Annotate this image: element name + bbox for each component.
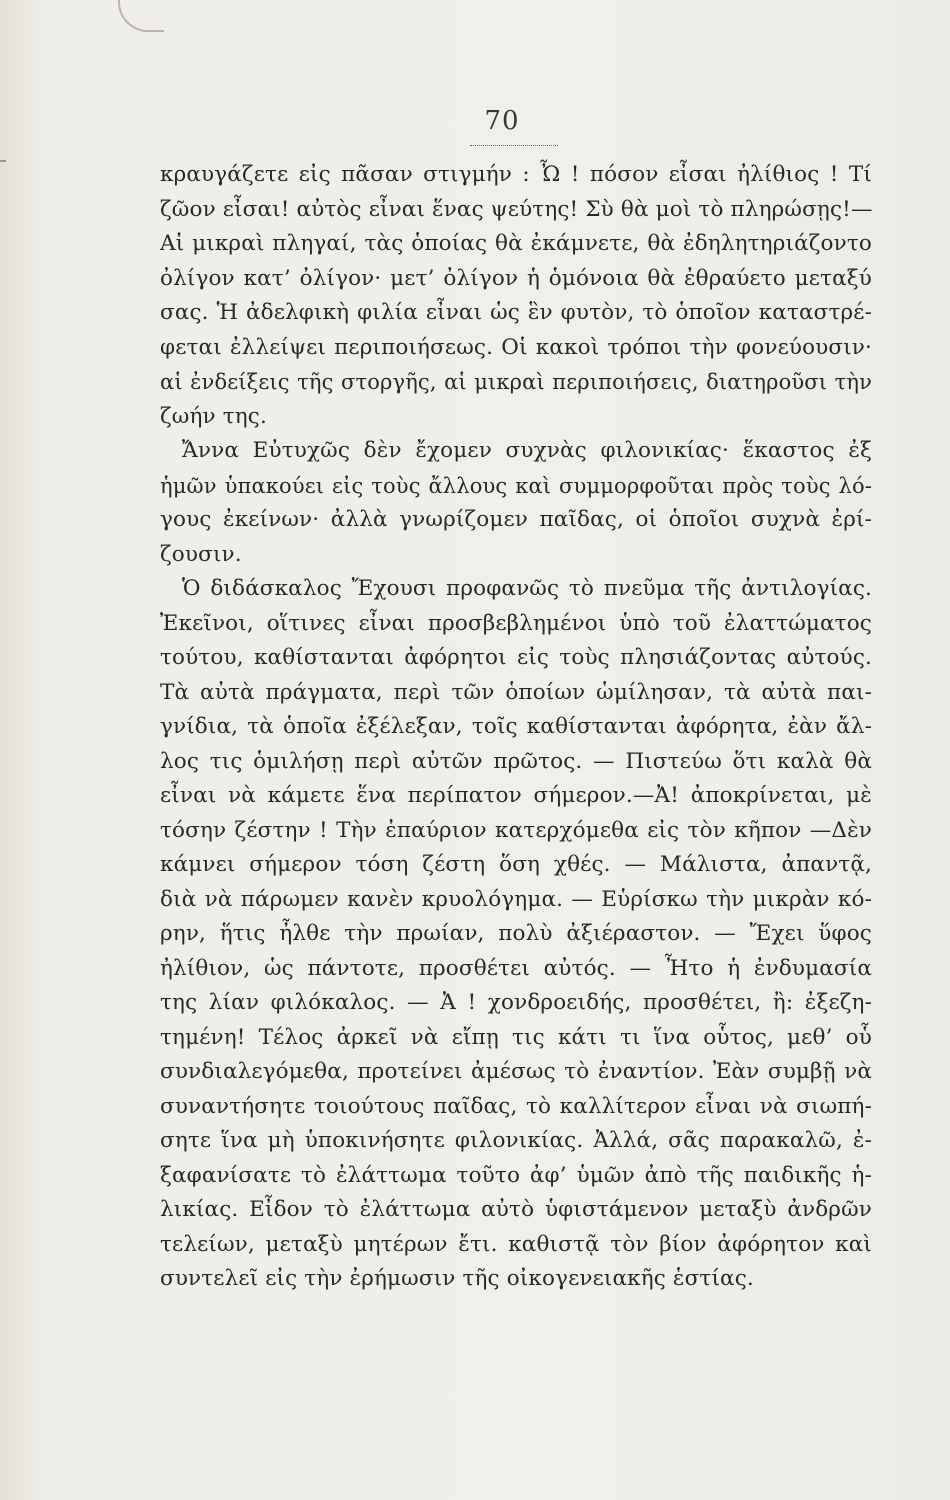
text-line: τημένη! Τέλος ἀρκεῖ νὰ εἴπῃ τις κάτι τι ἵνα οὗτος, μεθ’ οὗ bbox=[160, 1024, 872, 1050]
text-line: τελείων, μεταξὺ μητέρων ἔτι. καθιστᾷ τὸν βίον ἀφόρητον καὶ bbox=[160, 1231, 872, 1257]
text-line: λικίας. Εἶδον τὸ ἐλάττωμα αὐτὸ ὑφιστάμενον μεταξὺ ἀνδρῶν bbox=[160, 1197, 872, 1222]
text-line: Ἄννα Εὐτυχῶς δὲν ἔχομεν συχνὰς φιλονικίας· ἕκαστος ἐξ bbox=[182, 438, 872, 463]
text-line: γους ἐκείνων· ἀλλὰ γνωρίζομεν παῖδας, οἱ ὁποῖοι συχνὰ ἐρί- bbox=[160, 507, 872, 532]
text-line: αἱ ἐνδείξεις τῆς στοργῆς, αἱ μικραὶ περιποιήσεις, διατηροῦσι τὴν bbox=[160, 370, 872, 394]
page-number-rule bbox=[470, 145, 558, 146]
text-line: ζωήν της. bbox=[160, 403, 267, 429]
text-line: κραυγάζετε εἰς πᾶσαν στιγμήν : Ὦ ! πόσον εἶσαι ἠλίθιος ! Τί bbox=[160, 162, 872, 187]
text-line: Ἐκεῖνοι, οἵτινες εἶναι προσβεβλημένοι ὑπὸ τοῦ ἐλαττώματος bbox=[160, 610, 872, 636]
text-line: κάμνει σήμερον τόση ζέστη ὅση χθές. — Μάλιστα, ἀπαντᾷ, bbox=[160, 852, 872, 877]
text-line: συντελεῖ εἰς τὴν ἐρήμωσιν τῆς οἰκογενειακῆς ἑστίας. bbox=[160, 1266, 754, 1291]
text-line: Τὰ αὐτὰ πράγματα, περὶ τῶν ὁποίων ὡμίλησαν, τὰ αὐτὰ παι- bbox=[160, 679, 872, 705]
text-line: σητε ἵνα μὴ ὑποκινήσητε φιλονικίας. Ἀλλά, σᾶς παρακαλῶ, ἐ- bbox=[160, 1128, 872, 1153]
text-line: τούτου, καθίστανται ἀφόρητοι εἰς τοὺς πλησιάζοντας αὐτούς. bbox=[160, 645, 872, 670]
text-line: συναντήσητε τοιούτους παῖδας, τὸ καλλίτερον εἶναι νὰ σιωπή- bbox=[160, 1093, 872, 1119]
text-line: ὀλίγον κατ’ ὀλίγον· μετ’ ὀλίγον ἡ ὁμόνοια θὰ ἐθραύετο μεταξύ bbox=[160, 265, 872, 291]
text-line: Ὁ διδάσκαλος Ἔχουσι προφανῶς τὸ πνεῦμα τῆς ἀντιλογίας. bbox=[182, 576, 872, 601]
body-text bbox=[160, 158, 872, 1297]
text-line: ζουσιν. bbox=[160, 541, 242, 567]
text-line: σας. Ἡ ἀδελφικὴ φιλία εἶναι ὡς ἓν φυτὸν, τὸ ὁποῖον καταστρέ- bbox=[160, 300, 872, 325]
text-line: ζῶον εἶσαι! αὐτὸς εἶναι ἕνας ψεύτης! Σὺ θὰ μοὶ τὸ πληρώσῃς!— bbox=[160, 196, 873, 222]
text-line: εἶναι νὰ κάμετε ἕνα περίπατον σήμερον.—Ἀ! ἀποκρίνεται, μὲ bbox=[160, 783, 872, 808]
text-line: της λίαν φιλόκαλος. — Ἀ ! χονδροειδής, προσθέτει, ἢ: ἐξεζη- bbox=[160, 990, 872, 1015]
text-line: ρην, ἥτις ἦλθε τὴν πρωίαν, πολὺ ἀξιέραστον. — Ἔχει ὕφος bbox=[160, 921, 872, 946]
text-line: γνίδια, τὰ ὁποῖα ἐξέλεξαν, τοῖς καθίστανται ἀφόρητα, ἐὰν ἄλ- bbox=[160, 714, 872, 739]
page-corner-mark bbox=[118, 0, 164, 32]
text-line: φεται ἐλλείψει περιποιήσεως. Οἱ κακοὶ τρόποι τὴν φονεύουσιν· bbox=[160, 334, 872, 360]
text-line: συνδιαλεγόμεθα, προτείνει ἀμέσως τὸ ἐναντίον. Ἐὰν συμβῇ νὰ bbox=[160, 1059, 872, 1084]
page-number: 70 bbox=[484, 106, 520, 136]
text-line: τόσην ζέστην ! Τὴν ἐπαύριον κατερχόμεθα εἰς τὸν κῆπον —Δὲν bbox=[160, 817, 872, 843]
text-line: λος τις ὁμιλήσῃ περὶ αὐτῶν πρῶτος. — Πιστεύω ὅτι καλὰ θὰ bbox=[160, 748, 872, 774]
text-line: ξαφανίσατε τὸ ἐλάττωμα τοῦτο ἀφ’ ὑμῶν ἀπὸ τῆς παιδικῆς ἡ- bbox=[160, 1162, 872, 1188]
text-line: ἡμῶν ὑπακούει εἰς τοὺς ἄλλους καὶ συμμορφοῦται πρὸς τοὺς λό- bbox=[160, 473, 872, 498]
text-line: Αἱ μικραὶ πληγαί, τὰς ὁποίας θὰ ἐκάμνετε, θὰ ἐδηλητηριάζοντο bbox=[160, 231, 872, 256]
page-edge-mark bbox=[0, 160, 6, 162]
text-line: διὰ νὰ πάρωμεν κανὲν κρυολόγημα. — Εὑρίσκω τὴν μικρὰν κό- bbox=[160, 886, 872, 912]
text-line: ἠλίθιον, ὡς πάντοτε, προσθέτει αὐτός. — Ἦτο ἡ ἐνδυμασία bbox=[160, 955, 872, 981]
